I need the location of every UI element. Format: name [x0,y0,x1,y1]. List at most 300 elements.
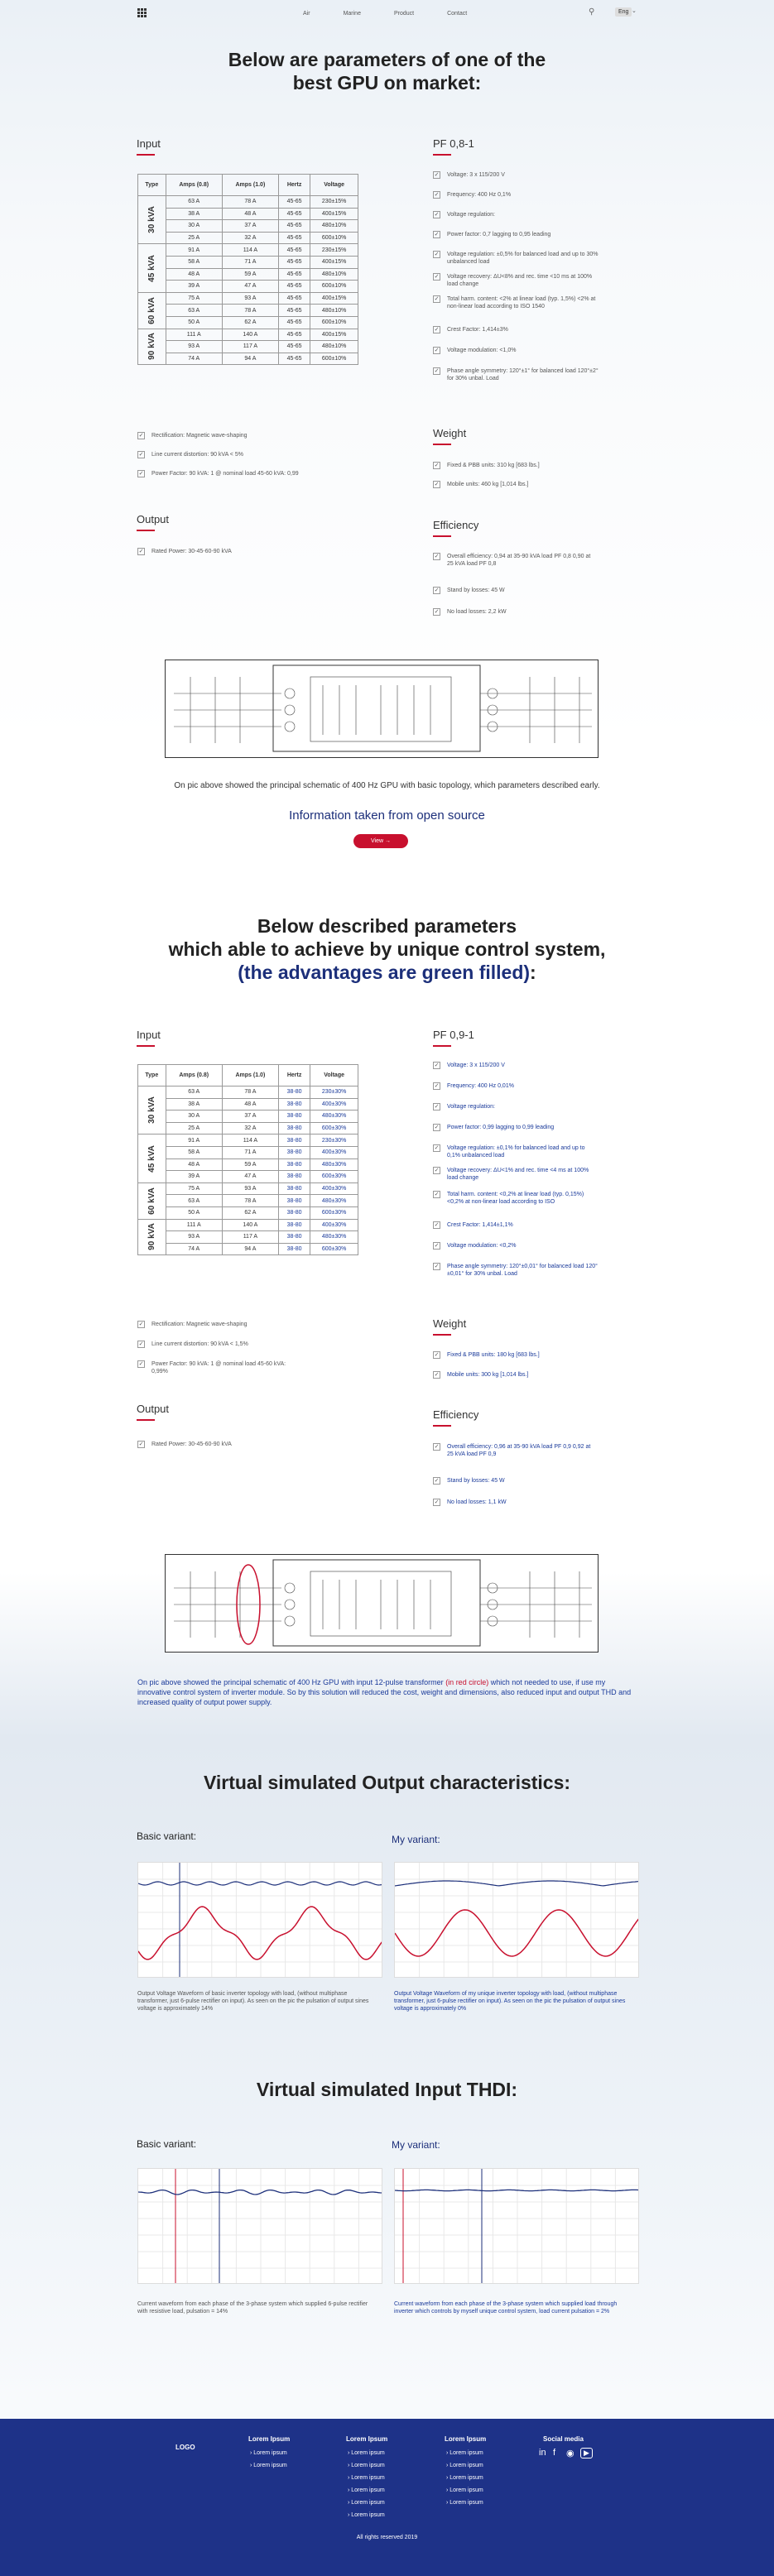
table-row [138,256,358,268]
plot-caption-4: Current waveform from each phase of the 3-phase system which supplied load through inverter which controls by myself unique control system, load current pulsation = 2% [394,2301,618,2315]
table-group-type [138,244,166,292]
table-cell: 480±30% [310,1158,358,1171]
check-item [137,451,303,458]
table-cell: 94 A [222,1243,278,1255]
check-label: Rectification: Magnetic wave-shaping [151,1322,248,1327]
table-cell: 93 A [166,1231,222,1244]
table-cell: 62 A [222,1206,278,1219]
weight-heading-1: Weight [433,427,466,445]
info-text: Information taken from open source [289,808,485,823]
check-label: Voltage modulation: <1,0% [447,348,517,353]
check-item [433,1082,599,1090]
table-cell: 32 A [222,1122,278,1134]
check-item [433,587,599,594]
checkbox-icon: ✓ [138,433,144,439]
group-label: 90 kVA [147,1223,156,1251]
pf1-heading: PF 0,8-1 [433,137,474,156]
footer-link[interactable]: › Lorem ipsum [348,2487,385,2493]
table-cell: 400±15% [310,292,358,305]
footer-col-heading: Lorem Ipsum [248,2435,291,2443]
check-item [137,470,303,477]
check-item [433,171,599,179]
checkbox-icon: ✓ [138,549,144,554]
section1-title: Below are parameters of one of the best GPU on market: [228,49,546,94]
check-label: Voltage recovery: ΔU<8% and rec. time <10 ms at 100% load change [447,274,593,287]
check-label: Total harm. content: <2% at linear load (typ. 1,5%) <2% at non-linear load according to ISO 1540 [447,296,596,309]
table-cell: 91 A [166,244,222,257]
table-cell: 114 A [222,1134,278,1147]
check-label: Voltage: 3 x 115/200 V [447,1063,505,1068]
check-label: Line current distortion: 90 kVA < 1,5% [151,1341,248,1347]
output-heading-2: Output [137,1403,169,1421]
table-cell: 400±15% [310,208,358,220]
table-header-row [138,1065,358,1087]
table-cell: 45-65 [278,329,310,341]
checkbox-icon: ✓ [434,1192,440,1197]
table-cell: 93 A [222,292,278,305]
check-label: Mobile units: 460 kg [1,014 lbs.] [447,482,529,487]
checkbox-icon: ✓ [434,274,440,280]
footer-link[interactable]: › Lorem ipsum [446,2487,483,2493]
table-row [138,1231,358,1244]
checkbox-icon: ✓ [434,588,440,593]
check-item [433,1242,599,1250]
table-cell: 38 A [166,1098,222,1111]
group-label: 30 kVA [147,206,156,233]
table-cell: 114 A [222,244,278,257]
group-label: 30 kVA [147,1096,156,1124]
group-label: 45 kVA [147,1144,156,1173]
check-item [433,347,599,354]
check-label: Power Factor: 90 kVA: 1 @ nominal load 45-60 kVA: 0,99% [151,1361,286,1374]
table-row [138,1134,358,1147]
check-label: No load losses: 2,2 kW [447,609,507,615]
basic-label-1: Basic variant: [137,1830,197,1842]
plot-thdi-my [394,2168,639,2284]
table-header: Type [138,175,166,196]
table-cell: 480±30% [310,1111,358,1123]
table-cell: 600±30% [310,1243,358,1255]
checkbox-icon: ✓ [434,172,440,178]
checkbox-icon: ✓ [434,348,440,353]
checkbox-icon: ✓ [434,368,440,374]
checkbox-icon: ✓ [434,1104,440,1110]
check-item [433,1477,599,1485]
table-cell: 63 A [166,305,222,317]
table-cell: 75 A [166,1182,222,1195]
checkbox-icon: ✓ [434,1063,440,1068]
table-cell: 25 A [166,1122,222,1134]
table-cell: 45-65 [278,305,310,317]
table-cell: 600±10% [310,232,358,244]
group-label: 60 kVA [147,1187,156,1215]
table-cell: 117 A [222,341,278,353]
footer-logo[interactable]: LOGO [175,2444,195,2451]
check-label: Stand by losses: 45 W [447,588,505,593]
checkbox-icon: ✓ [434,252,440,257]
table-cell: 45-65 [278,341,310,353]
group-label: 90 kVA [147,333,156,361]
check-item [433,191,599,199]
group-label: 45 kVA [147,254,156,282]
table-cell: 58 A [166,256,222,268]
table-cell: 48 A [166,1158,222,1171]
table-cell: 38-80 [278,1219,310,1231]
schematic-innovative [165,1554,599,1653]
table-cell: 38-80 [278,1111,310,1123]
table-row [138,268,358,281]
table-cell: 38-80 [278,1182,310,1195]
table-cell: 78 A [222,196,278,209]
table-group-type [138,1219,166,1255]
grid-menu-icon[interactable] [137,8,147,17]
table-row [138,232,358,244]
instagram-icon[interactable]: ◉ [566,2449,574,2458]
table-cell: 91 A [166,1134,222,1147]
footer-col-heading: Lorem Ipsum [346,2435,388,2443]
table-cell: 39 A [166,1171,222,1183]
table-row [138,329,358,341]
table-cell: 400±30% [310,1098,358,1111]
search-icon[interactable]: ⚲ [589,7,595,17]
output-heading-1: Output [137,513,169,531]
table-cell: 111 A [166,1219,222,1231]
language-select[interactable]: Eng [615,7,632,17]
footer-link[interactable]: › Lorem ipsum [250,2450,287,2456]
footer-link[interactable]: › Lorem ipsum [348,2475,385,2481]
table-cell: 45-65 [278,281,310,293]
check-item [433,326,599,333]
table-group-type [138,1134,166,1182]
table-cell: 50 A [166,316,222,329]
check-item [433,1499,599,1506]
table-cell: 48 A [166,268,222,281]
check-item [137,1360,303,1375]
check-label: Voltage: 3 x 115/200 V [447,172,505,178]
table-row [138,1195,358,1207]
table-cell: 74 A [166,353,222,365]
footer-link[interactable]: › Lorem ipsum [250,2463,287,2468]
table-cell: 30 A [166,220,222,233]
table-cell: 400±15% [310,256,358,268]
check-item [433,608,599,616]
table-cell: 400±30% [310,1219,358,1231]
table-header: Voltage [310,1065,358,1087]
check-item [137,1321,303,1328]
table-row [138,353,358,365]
checkbox-icon: ✓ [138,1361,144,1367]
output2-check: ✓ Rated Power: 30-45-60-90 kVA [138,1442,232,1447]
table-header-row [138,175,358,196]
table-cell: 230±30% [310,1087,358,1099]
table-cell: 600±10% [310,316,358,329]
footer-link[interactable]: › Lorem ipsum [348,2500,385,2506]
table-row [138,1158,358,1171]
table-cell: 600±30% [310,1171,358,1183]
nav-link-marine[interactable]: Marine [343,11,361,17]
checkbox-icon: ✓ [434,1264,440,1269]
table-cell: 71 A [222,256,278,268]
table-cell: 25 A [166,232,222,244]
table-row [138,1146,358,1158]
table-cell: 47 A [222,1171,278,1183]
table-header: Amps (1.0) [222,175,278,196]
table-row [138,1122,358,1134]
table-cell: 63 A [166,196,222,209]
checkbox-icon: ✓ [434,1444,440,1450]
nav-link-air[interactable]: Air [303,11,310,17]
table-row [138,244,358,257]
check-item [433,1103,599,1111]
table-cell: 63 A [166,1195,222,1207]
checkbox-icon: ✓ [434,482,440,487]
vs-output-title: Virtual simulated Output characteristics: [203,1772,571,1793]
footer-link[interactable]: › Lorem ipsum [348,2463,385,2468]
table-header: Amps (0.8) [166,175,222,196]
table-cell: 480±10% [310,341,358,353]
chevron-down-icon[interactable]: ⌄ [632,8,637,14]
table-cell: 59 A [222,268,278,281]
table-row [138,1219,358,1231]
table-cell: 400±30% [310,1182,358,1195]
check-item [433,1062,599,1069]
checkbox-icon: ✓ [434,1125,440,1130]
footer-link[interactable]: › Lorem ipsum [446,2450,483,2456]
vs-input-title: Virtual simulated Input THDI: [256,2079,518,2100]
table-header: Amps (0.8) [166,1065,222,1087]
check-label: Frequency: 400 Hz 0,01% [447,1083,514,1089]
plot-caption-1: Output Voltage Waveform of basic inverter topology with load, (without multiphase transformer, just 6-pulse rectifier on input). As seen on the pic the pulsation of output sines voltage is approximately 14% [137,1991,369,2012]
table-cell: 63 A [166,1087,222,1099]
table-cell: 58 A [166,1146,222,1158]
input-table-2 [137,1064,358,1255]
table-cell: 37 A [222,220,278,233]
checkbox-icon: ✓ [138,471,144,477]
checkbox-icon: ✓ [138,1322,144,1327]
check-label: Voltage regulation: [447,212,495,218]
check-item [433,1221,599,1229]
check-item [433,1443,599,1458]
table-row [138,1111,358,1123]
checkbox-icon: ✓ [434,212,440,218]
checkbox-icon: ✓ [434,1243,440,1249]
table-cell: 94 A [222,353,278,365]
input-heading-2: Input [137,1029,161,1047]
checkbox-icon: ✓ [434,1352,440,1358]
checkbox-icon: ✓ [138,1341,144,1347]
checkbox-icon: ✓ [434,1222,440,1228]
table-cell: 45-65 [278,244,310,257]
check-item [433,1191,599,1206]
plot-output-basic [137,1862,382,1978]
table-cell: 480±10% [310,305,358,317]
table-cell: 38-80 [278,1134,310,1147]
table-cell: 30 A [166,1111,222,1123]
check-item [137,1341,303,1348]
table-cell: 600±30% [310,1122,358,1134]
footer-social-heading: Social media [543,2435,584,2443]
table-row [138,208,358,220]
table-cell: 140 A [222,1219,278,1231]
table-cell: 45-65 [278,196,310,209]
table-group-type [138,329,166,365]
footer-link[interactable]: › Lorem ipsum [446,2500,483,2506]
table-cell: 45-65 [278,268,310,281]
table-cell: 62 A [222,316,278,329]
table-cell: 38-80 [278,1195,310,1207]
checkbox-icon: ✓ [434,327,440,333]
table-cell: 45-65 [278,220,310,233]
checkbox-icon: ✓ [434,1372,440,1378]
table-header: Amps (1.0) [222,1065,278,1087]
table-cell: 32 A [222,232,278,244]
check-label: Rectification: Magnetic wave-shaping [151,433,248,439]
table-header: Hertz [278,175,310,196]
footer-col-heading: Lorem Ipsum [445,2435,487,2443]
table-cell: 117 A [222,1231,278,1244]
table-row [138,1182,358,1195]
checkbox-icon: ✓ [434,296,440,302]
plot-thdi-basic [137,2168,382,2284]
table-cell: 140 A [222,329,278,341]
check-item [433,231,599,238]
table-row [138,292,358,305]
table-row [138,281,358,293]
check-label: Voltage regulation: [447,1104,495,1110]
table-header: Voltage [310,175,358,196]
check-label: Overall efficiency: 0,96 at 35-90 kVA load PF 0,9 0,92 at 25 kVA load PF 0,9 [447,1444,591,1457]
table-cell: 480±10% [310,220,358,233]
my-label-2: My variant: [392,2139,440,2151]
efficiency-heading-1: Efficiency [433,519,478,537]
table-cell: 600±30% [310,1206,358,1219]
table-cell: 230±30% [310,1134,358,1147]
facebook-icon[interactable]: f [553,2448,556,2458]
table-cell: 45-65 [278,316,310,329]
weight-heading-2: Weight [433,1317,466,1336]
table-group-type [138,1087,166,1134]
check-label: Crest Factor: 1,414±3% [447,327,508,333]
view-button[interactable]: View → [353,834,408,848]
schematic-caption-1: On pic above showed the principal schematic of 400 Hz GPU with basic topology, which parameters described early. [174,781,600,790]
checkbox-icon: ✓ [138,452,144,458]
table-cell: 38-80 [278,1087,310,1099]
table-cell: 37 A [222,1111,278,1123]
table-group-type [138,292,166,329]
checkbox-icon: ✓ [434,1168,440,1173]
table-row [138,1098,358,1111]
table-group-type [138,1182,166,1219]
table-group-type [138,196,166,244]
check-label: Voltage modulation: <0,2% [447,1243,517,1249]
checkbox-icon: ✓ [434,232,440,237]
table-cell: 78 A [222,305,278,317]
table-cell: 400±15% [310,329,358,341]
footer-link[interactable]: › Lorem ipsum [348,2450,385,2456]
linkedin-icon[interactable]: in [539,2448,546,2458]
footer-link[interactable]: › Lorem ipsum [446,2463,483,2468]
group-label: 60 kVA [147,296,156,324]
table-cell: 78 A [222,1195,278,1207]
checkbox-icon: ✓ [434,609,440,615]
check-item [433,1124,599,1131]
table-cell: 45-65 [278,292,310,305]
check-label: Power factor: 0,7 lagging to 0,95 leading [447,232,551,237]
table-cell: 111 A [166,329,222,341]
table-cell: 39 A [166,281,222,293]
section2-title: Below described parameters which able to achieve by unique control system, (the advantages are green filled): [168,915,606,983]
check-label: Stand by losses: 45 W [447,1478,505,1484]
footer-link[interactable]: › Lorem ipsum [348,2512,385,2518]
table-row [138,1206,358,1219]
check-label: Voltage regulation: ±0,1% for balanced load and up to 0,1% unbalanced load [447,1145,585,1158]
table-cell: 45-65 [278,232,310,244]
table-row [138,1171,358,1183]
table-cell: 93 A [222,1182,278,1195]
plot-output-my [394,1862,639,1978]
youtube-icon[interactable]: ▶ [580,2448,593,2458]
table-cell: 45-65 [278,256,310,268]
basic-label-2: Basic variant: [137,2138,197,2150]
nav-link-product[interactable]: Product [393,11,415,17]
table-row [138,1087,358,1099]
table-row [138,316,358,329]
nav-link-contact[interactable]: Contact [447,11,468,17]
footer-rights: All rights reserved 2019 [356,2535,418,2540]
schematic-basic [165,660,599,758]
table-cell: 38-80 [278,1098,310,1111]
check-label: Voltage regulation: ±0,5% for balanced load and up to 30% unbalanced load [447,252,599,265]
plot-caption-2: Output Voltage Waveform of my unique inverter topology with load, (without multiphase transformer, just 6-pulse rectifier on input). As seen on the pic the pulsation of output sines voltage is approximately 0% [394,1991,626,2012]
table-cell: 78 A [222,1087,278,1099]
check-label: Overall efficiency: 0,94 at 35-90 kVA load PF 0,8 0,90 at 25 kVA load PF 0,8 [447,554,591,567]
pf2-heading: PF 0,9-1 [433,1029,474,1047]
table-row [138,1243,358,1255]
output1-check: ✓ Rated Power: 30-45-60-90 kVA [138,549,232,554]
check-item [433,251,599,266]
check-label: Phase angle symmetry: 120°±0,01° for balanced load 120°±0,01° for 30% unbal. Load [447,1264,598,1277]
check-item [433,1167,599,1182]
table-row [138,305,358,317]
check-label: Power Factor: 90 kVA: 1 @ nominal load 45-60 kVA: 0,99 [151,471,299,477]
table-cell: 45-65 [278,208,310,220]
checkbox-icon: ✓ [434,1083,440,1089]
table-cell: 48 A [222,208,278,220]
checkbox-icon: ✓ [434,463,440,468]
top-nav [0,0,774,26]
table-cell: 38-80 [278,1122,310,1134]
table-cell: 38-80 [278,1158,310,1171]
footer-link[interactable]: › Lorem ipsum [446,2475,483,2481]
checkbox-icon: ✓ [138,1442,144,1447]
table-cell: 38 A [166,208,222,220]
check-item [433,481,599,488]
table-cell: 47 A [222,281,278,293]
check-label: Phase angle symmetry: 120°±1° for balanced load 120°±2° for 30% unbal. Load [447,368,599,381]
table-cell: 230±15% [310,196,358,209]
table-row [138,341,358,353]
footer [0,2419,774,2576]
check-label: Mobile units: 300 kg [1,014 lbs.] [447,1372,529,1378]
table-cell: 480±30% [310,1231,358,1244]
check-label: Crest Factor: 1,414±1,1% [447,1222,513,1228]
schematic-caption-2: On pic above showed the principal schematic of 400 Hz GPU with input 12-pulse transformer (in red circle) which not needed to use, if use my innovative control system of inverter module. So by this solution will reduced the cost, weight and dimensions, also reduced input and output THD and increased quality of output power supply. [137,1678,632,1706]
table-cell: 74 A [166,1243,222,1255]
table-cell: 38-80 [278,1231,310,1244]
table-cell: 600±10% [310,353,358,365]
check-item [433,1144,599,1159]
check-item [433,367,599,382]
